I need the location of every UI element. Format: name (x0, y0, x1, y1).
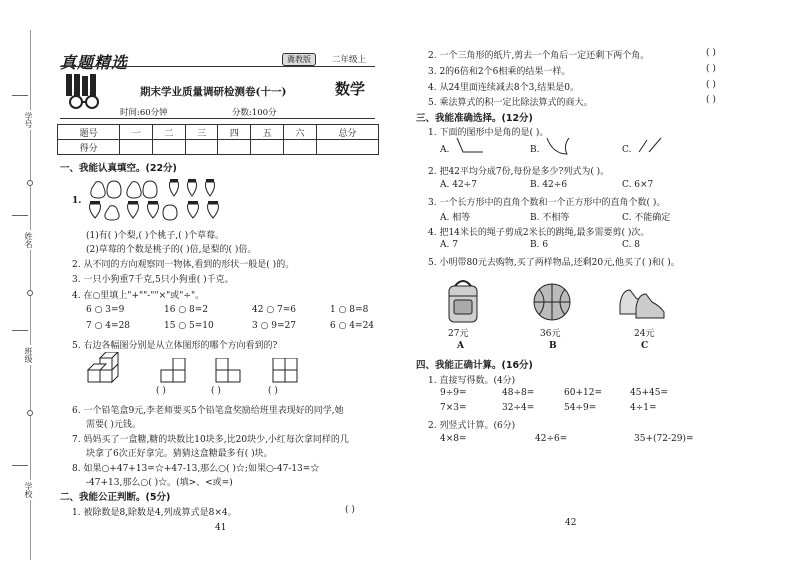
option-label: A. 7 (440, 240, 458, 250)
sneakers-icon (618, 284, 666, 320)
grade-label: 二年级上 (332, 55, 367, 65)
subject-title: 数学 (335, 80, 366, 98)
calc-item: 45+45= (630, 388, 668, 398)
question-text: 1. 被除数是8,除数是4,列成算式是8×4。 (72, 508, 237, 518)
view-figure (215, 358, 243, 384)
table-header: 六 (283, 125, 316, 140)
question-text: 8. 如果○+47+13=☆+47-13,那么○( )☆;如果○-47-13=☆ (72, 464, 320, 474)
question-text: 2. 从不同的方向观察同一物体,看到的形状一般是( )的。 (72, 260, 295, 270)
question-number: 1. (72, 196, 82, 206)
answer-paren[interactable]: ( ) (268, 386, 278, 396)
cube-stack-figure (86, 352, 130, 392)
equation-item: 16 ○ 8=2 (164, 305, 209, 315)
question-text: 3. 2的6倍和2个6相乘的结果一样。 (428, 67, 571, 77)
question-text: 块拿了6次正好拿完。猜猜这盒糖最多有( )块。 (86, 449, 273, 459)
view-figure (160, 358, 188, 384)
equation-item: 6 ○ 4=24 (330, 321, 375, 331)
fruit-illustration (86, 178, 236, 222)
sidebar-blank-line (12, 330, 28, 331)
question-text: 6. 一个铅笔盒9元,李老师要买5个铅笔盒奖励给班里表现好的同学,她 (72, 406, 344, 416)
calc-item: 32÷4= (502, 403, 535, 413)
option-label: A. (440, 145, 450, 155)
question-text: (1)有( )个梨,( )个桃子,( )个草莓。 (86, 231, 225, 241)
question-text: 3. 一个长方形中的直角个数和一个正方形中的直角个数( )。 (428, 198, 666, 208)
page-number: 42 (565, 518, 577, 528)
item-letter: B (549, 341, 557, 351)
table-header: 五 (251, 125, 284, 140)
edition-badge: 冀教版 (282, 53, 316, 66)
question-text: 4. 在○里填上"+""-""×"或"÷"。 (72, 291, 205, 301)
option-label: A. 相等 (440, 213, 471, 223)
score-cell[interactable] (251, 140, 284, 155)
score-cell[interactable] (316, 140, 378, 155)
binding-hole (27, 180, 33, 186)
item-letter: C (641, 341, 649, 351)
question-text: (2)草莓的个数是桃子的( )倍,是梨的( )倍。 (86, 245, 257, 255)
question-text: 4. 把14米长的绳子剪成2米长的跳绳,最多需要剪( )次。 (428, 228, 650, 238)
table-row (58, 125, 379, 140)
section-title: 一、我能认真填空。(22分) (60, 163, 177, 174)
answer-paren[interactable]: ( ) (706, 64, 716, 74)
question-text: 需要( )元钱。 (86, 420, 141, 430)
sidebar-blank-line (12, 95, 28, 96)
brand-logo: 真题精选 (60, 53, 129, 72)
question-text: 2. 一个三角形的纸片,剪去一个角后一定还剩下两个角。 (428, 51, 650, 61)
exam-score: 分数:100分 (232, 108, 277, 118)
sidebar-label-class: 班级 (24, 347, 33, 363)
calc-item: 35+(72-29)= (634, 434, 694, 444)
open-angle-figure (637, 136, 663, 154)
calc-item: 54÷9= (564, 403, 597, 413)
question-text: -47+13,那么○( )☆。(填>、<或=) (86, 478, 233, 488)
option-label: C. 6×7 (622, 180, 654, 190)
question-text: 2. 把42平均分成7份,每份是多少?列式为( )。 (428, 167, 610, 177)
question-text: 5. 小明带80元去购物,买了两样物品,还剩20元,他买了( )和( )。 (428, 258, 680, 268)
view-figure (272, 358, 300, 384)
question-text: 3. 一只小狗重7千克,5只小狗重( )千克。 (72, 275, 234, 285)
equation-item: 1 ○ 8=8 (330, 305, 369, 315)
calc-item: 60+12= (564, 388, 602, 398)
table-header: 三 (185, 125, 218, 140)
answer-paren[interactable]: ( ) (706, 80, 716, 90)
option-label: B. 42÷6 (530, 180, 568, 190)
exam-title: 期末学业质量调研检测卷(十一) (140, 86, 287, 98)
calc-item: 4×8= (440, 434, 467, 444)
answer-paren[interactable]: ( ) (706, 95, 716, 105)
item-price: 24元 (634, 329, 655, 339)
equation-item: 42 ○ 7=6 (252, 305, 297, 315)
question-text: 1. 下面的图形中是角的是( )。 (428, 128, 549, 138)
section-title: 三、我能准确选择。(12分) (416, 113, 533, 124)
score-cell[interactable] (218, 140, 251, 155)
score-cell[interactable] (185, 140, 218, 155)
table-header: 总分 (316, 125, 378, 140)
equation-item: 3 ○ 9=27 (252, 321, 297, 331)
item-letter: A (457, 341, 464, 351)
answer-paren[interactable]: ( ) (211, 386, 221, 396)
score-cell[interactable] (120, 140, 153, 155)
question-text: 5. 乘法算式的积一定比除法算式的商大。 (428, 98, 593, 108)
sidebar-blank-line (12, 465, 28, 466)
answer-paren[interactable]: ( ) (156, 386, 166, 396)
option-label: C. 不能确定 (622, 213, 671, 223)
item-price: 36元 (540, 329, 561, 339)
answer-paren[interactable]: ( ) (706, 48, 716, 58)
item-price: 27元 (448, 329, 469, 339)
equation-item: 15 ○ 5=10 (164, 321, 214, 331)
book-glasses-icon (62, 70, 106, 110)
answer-paren[interactable]: ( ) (345, 505, 355, 515)
question-text: 1. 直接写得数。(4分) (428, 376, 516, 386)
option-label: C. (622, 145, 632, 155)
score-cell[interactable] (283, 140, 316, 155)
table-header: 一 (120, 125, 153, 140)
equation-item: 6 ○ 3=9 (86, 305, 125, 315)
sidebar-label-student-id: 学号 (24, 112, 33, 128)
backpack-icon (445, 276, 481, 324)
exam-time: 时间:60分钟 (120, 108, 168, 118)
sidebar-label-name: 姓名 (24, 232, 33, 248)
score-cell[interactable] (152, 140, 185, 155)
table-row (58, 140, 379, 155)
option-label: B. (530, 145, 540, 155)
binding-hole (27, 410, 33, 416)
calc-item: 42÷6= (535, 434, 568, 444)
calc-item: 9÷9= (440, 388, 467, 398)
table-row-label: 得分 (58, 140, 120, 155)
question-text: 4. 从24里面连续减去8个3,结果是0。 (428, 83, 579, 93)
sidebar-label-school: 学校 (24, 482, 33, 498)
calc-item: 7×3= (440, 403, 467, 413)
table-header: 四 (218, 125, 251, 140)
calc-item: 4÷1= (630, 403, 657, 413)
question-text: 7. 妈妈买了一盒糖,糖的块数比10块多,比20块少,小红每次拿同样的几 (72, 435, 349, 445)
binding-hole (27, 290, 33, 296)
equation-item: 7 ○ 4=28 (86, 321, 131, 331)
question-text: 2. 列竖式计算。(6分) (428, 421, 516, 431)
header-rule (60, 118, 375, 119)
table-header: 题号 (58, 125, 120, 140)
sidebar-blank-line (12, 215, 28, 216)
score-table (57, 124, 379, 155)
option-label: C. 8 (622, 240, 641, 250)
option-label: A. 42÷7 (440, 180, 477, 190)
angle-figure (455, 136, 485, 154)
page-number: 41 (215, 523, 227, 533)
question-text: 5. 右边各幅图分别是从立体图形的哪个方向看到的? (72, 341, 278, 351)
curve-figure (545, 136, 571, 156)
table-header: 二 (152, 125, 185, 140)
option-label: B. 不相等 (530, 213, 570, 223)
calc-item: 48÷8= (502, 388, 535, 398)
basketball-icon (532, 282, 572, 322)
header-rule (60, 66, 375, 67)
section-title: 四、我能正确计算。(16分) (416, 360, 533, 371)
section-title: 二、我能公正判断。(5分) (60, 492, 171, 503)
option-label: B. 6 (530, 240, 549, 250)
